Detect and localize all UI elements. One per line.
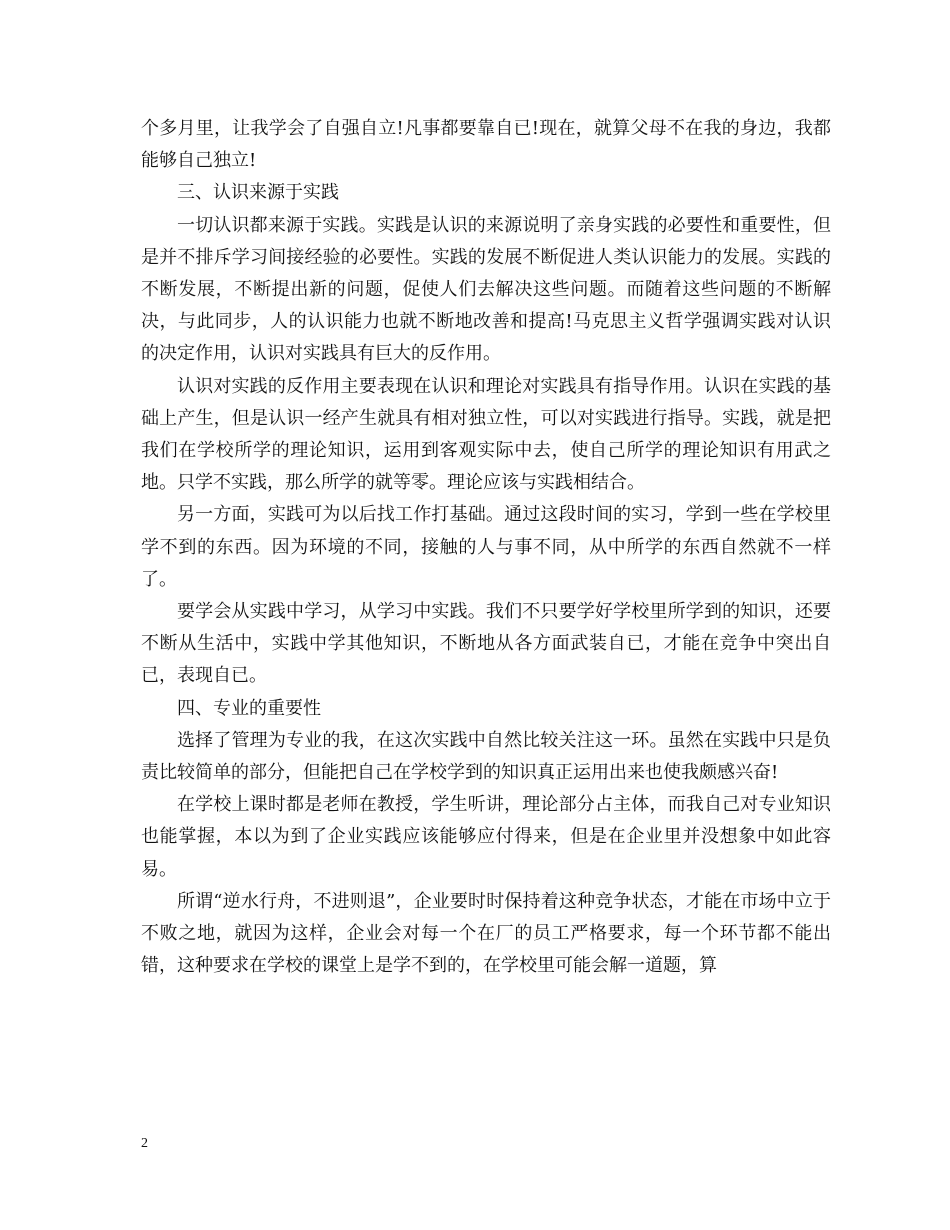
document-body: [141, 113, 831, 982]
paragraph: 选择了管理为专业的我，在这次实践中自然比较关注这一环。虽然在实践中只是负责比较简单的部分，但能把自己在学校学到的知识真正运用出来也使我颇感兴奋!: [141, 729, 831, 784]
paragraph: 所谓“逆水行舟，不进则退”，企业要时时保持着这种竞争状态，才能在市场中立于不败之地，就因为这样，企业会对每一个在厂的员工严格要求，每一个环节都不能出错，这种要求在学校的课堂上是学不到的，在学校里可能会解一道题，算: [141, 890, 831, 977]
paragraph: 在学校上课时都是老师在教授，学生听讲，理论部分占主体，而我自己对专业知识也能掌握，本以为到了企业实践应该能够应付得来，但是在企业里并没想象中如此容易。: [141, 794, 831, 880]
paragraph: 认识对实践的反作用主要表现在认识和理论对实践具有指导作用。认识在实践的基础上产生，但是认识一经产生就具有相对独立性，可以对实践进行指导。实践，就是把我们在学校所学的理论知识，运用到客观实际中去，使自己所学的理论知识有用武之地。只学不实践，那么所学的就等零。理论应该与实践相结合。: [141, 375, 831, 494]
page-number: 2: [141, 1136, 148, 1151]
paragraph: 要学会从实践中学习，从学习中实践。我们不只要学好学校里所学到的知识，还要不断从生活中，实践中学其他知识，不断地从各方面武装自已，才能在竞争中突出自已，表现自已。: [141, 601, 831, 687]
paragraph-continuation: 个多月里，让我学会了自强自立!凡事都要靠自已!现在，就算父母不在我的身边，我都能够自己独立!: [141, 118, 831, 172]
paragraph: 另一方面，实践可为以后找工作打基础。通过这段时间的实习，学到一些在学校里学不到的东西。因为环境的不同，接触的人与事不同，从中所学的东西自然就不一样了。: [141, 504, 831, 590]
section-heading-three: 三、认识来源于实践: [177, 182, 339, 204]
section-heading-four: 四、专业的重要性: [177, 697, 321, 719]
paragraph: 一切认识都来源于实践。实践是认识的来源说明了亲身实践的必要性和重要性，但是并不排斥学习间接经验的必要性。实践的发展不断促进人类认识能力的发展。实践的不断发展，不断提出新的问题，促使人们去解决这些问题。而随着这些问题的不断解决，与此同步，人的认识能力也就不断地改善和提高!马克思主义哲学强调实践对认识的决定作用，认识对实践具有巨大的反作用。: [141, 214, 831, 365]
